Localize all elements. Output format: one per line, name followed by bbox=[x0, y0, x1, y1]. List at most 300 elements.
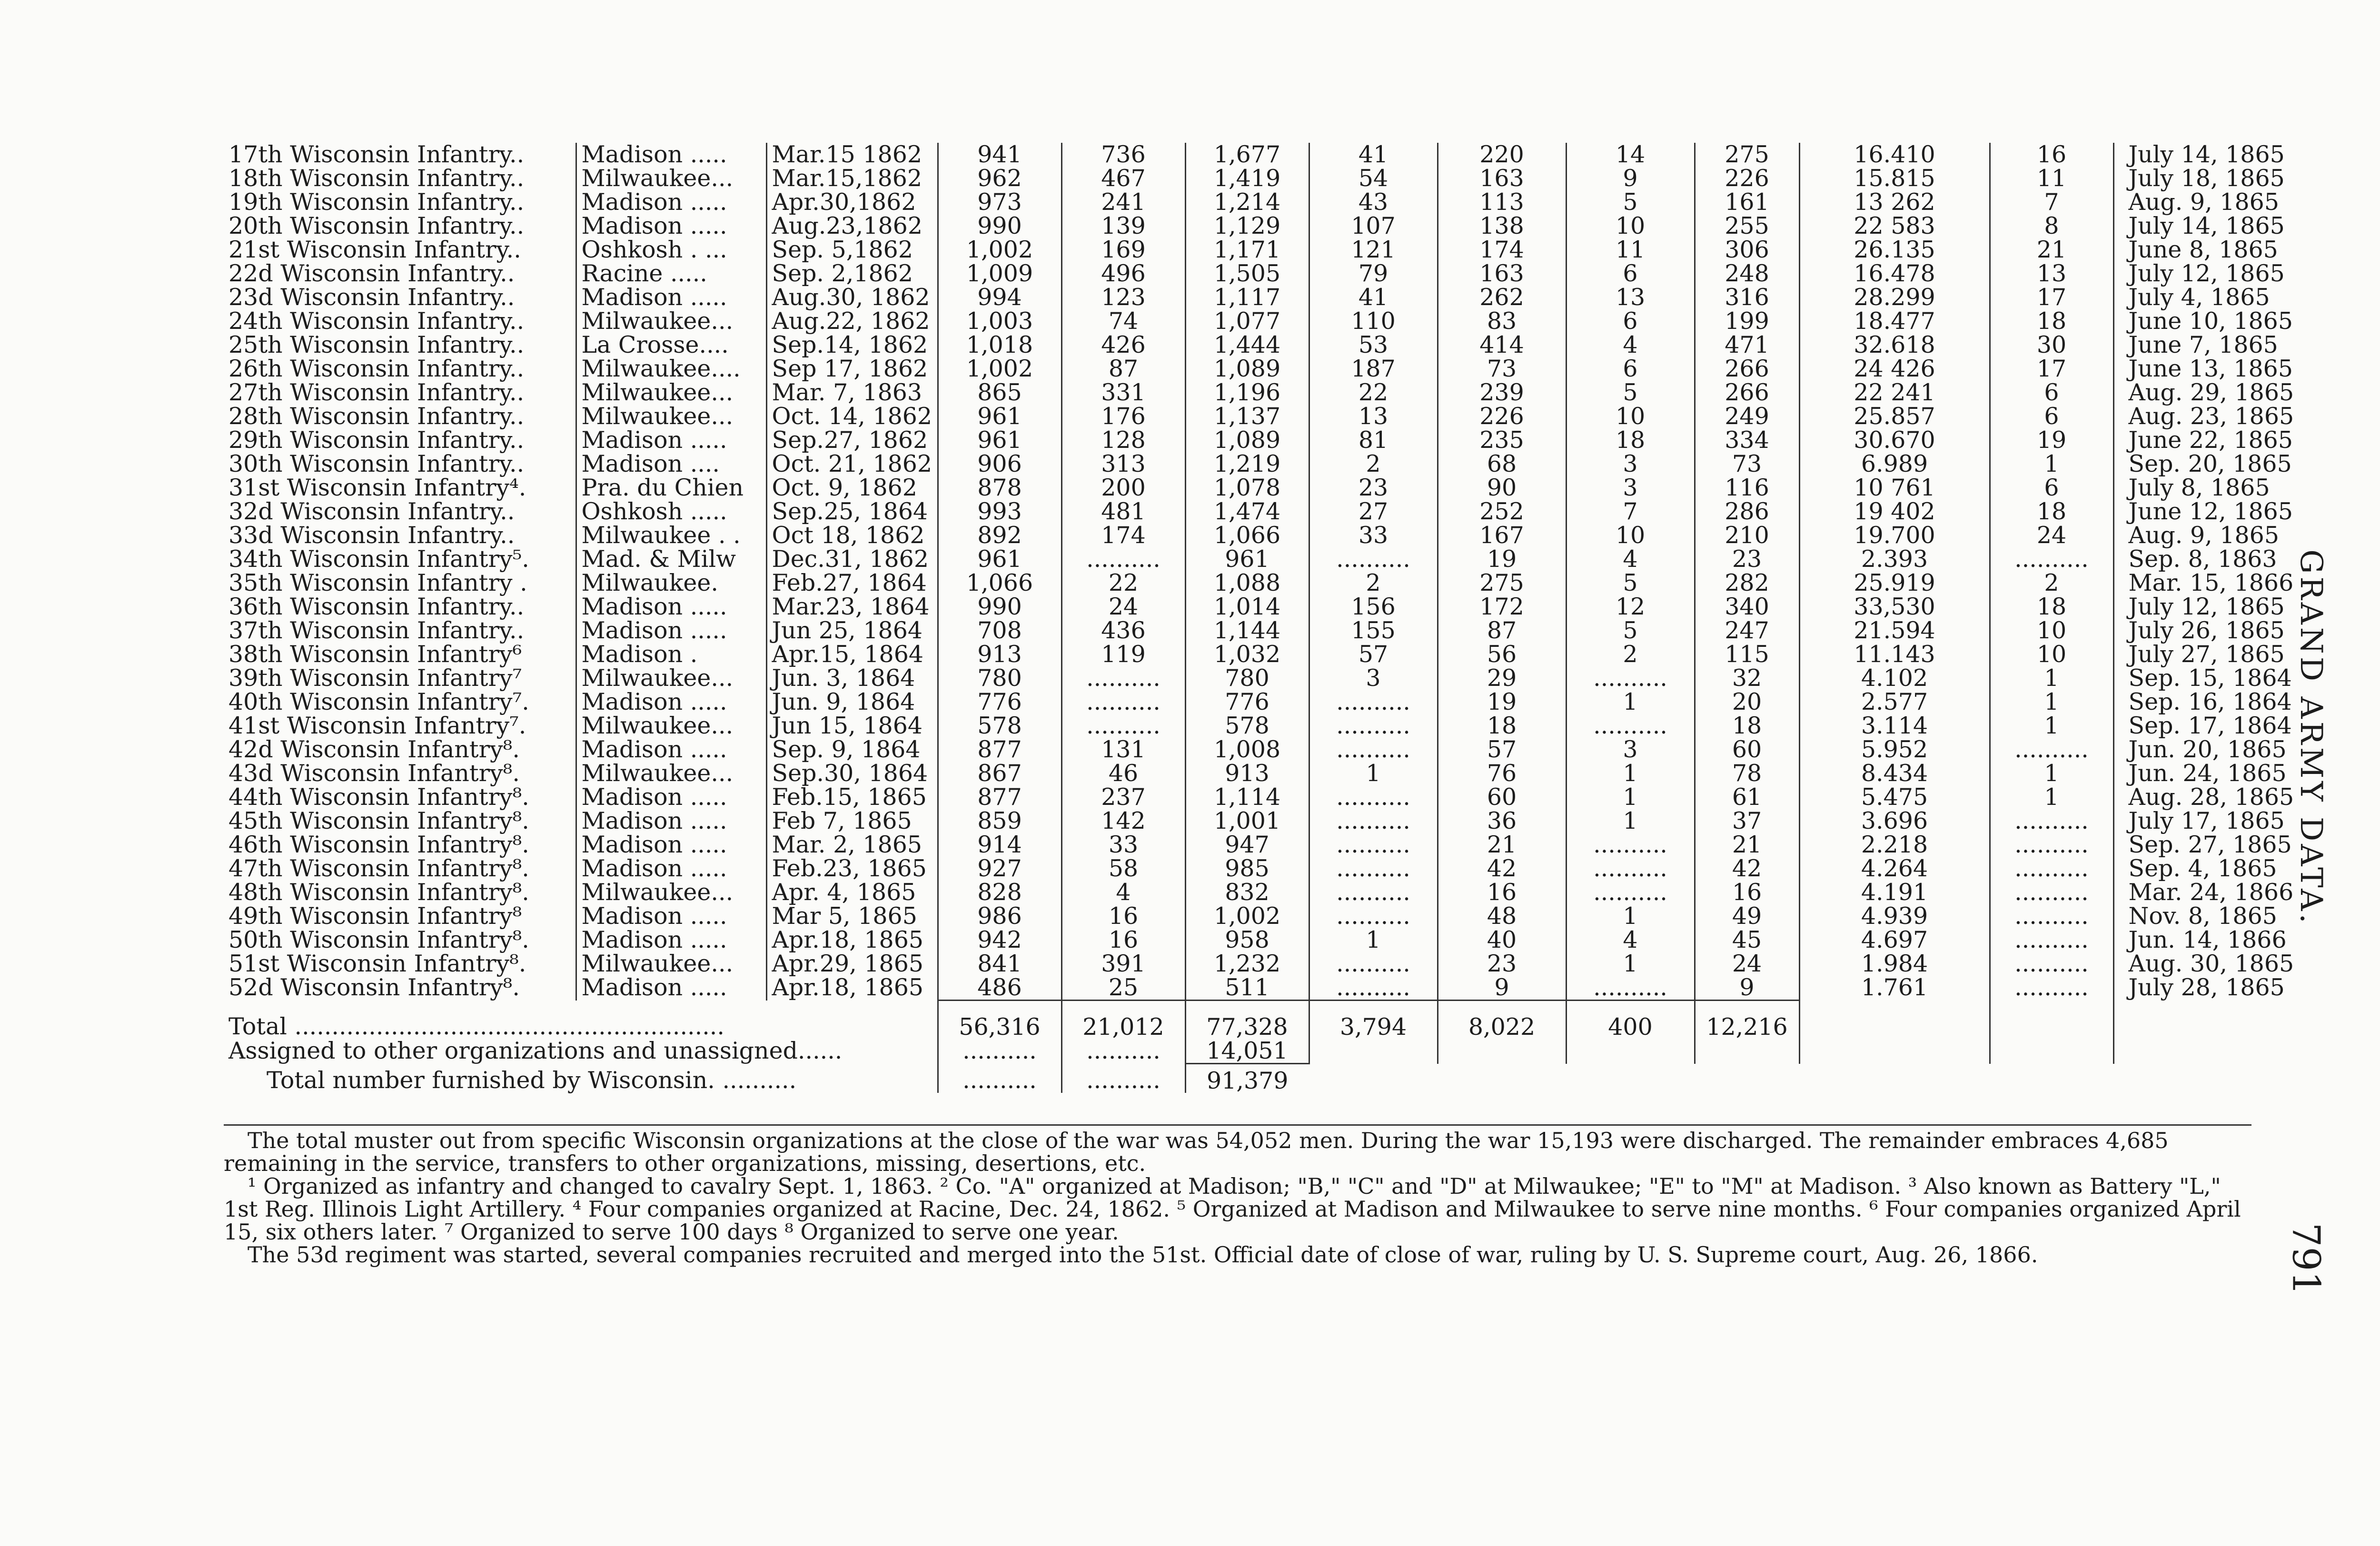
cell-c6: 1 bbox=[1566, 952, 1695, 976]
cell-c6: .......... bbox=[1566, 857, 1695, 881]
cell-c9: 10 bbox=[1990, 643, 2113, 666]
cell-loc: Madison ..... bbox=[576, 214, 766, 238]
cell-c8: 1.761 bbox=[1799, 976, 1990, 1001]
cell-loc: Racine ..... bbox=[576, 262, 766, 286]
cell-c1: 877 bbox=[938, 738, 1061, 762]
cell-c2: 142 bbox=[1061, 809, 1185, 833]
table-row bbox=[224, 571, 2251, 595]
cell-c1: 914 bbox=[938, 833, 1061, 857]
cell-c5: 23 bbox=[1438, 952, 1566, 976]
cell-c5: 18 bbox=[1438, 714, 1566, 738]
cell-c2: 22 bbox=[1061, 571, 1185, 595]
table-row bbox=[224, 595, 2251, 619]
cell-c2: 33 bbox=[1061, 833, 1185, 857]
table-row bbox=[224, 381, 2251, 405]
cell-date: Apr.30,1862 bbox=[766, 190, 938, 214]
cell-c1: 942 bbox=[938, 928, 1061, 952]
cell-c7: 116 bbox=[1695, 476, 1799, 500]
cell-c1: 961 bbox=[938, 547, 1061, 571]
cell-c1: 973 bbox=[938, 190, 1061, 214]
cell-date: Feb.15, 1865 bbox=[766, 785, 938, 809]
cell-date: Sep 17, 1862 bbox=[766, 357, 938, 381]
cell-c7: 316 bbox=[1695, 286, 1799, 309]
total-c6: 400 bbox=[1566, 1001, 1695, 1040]
cell-mo: June 12, 1865 bbox=[2113, 500, 2251, 524]
cell-c5: 29 bbox=[1438, 666, 1566, 690]
cell-c7: 115 bbox=[1695, 643, 1799, 666]
cell-c9: 18 bbox=[1990, 595, 2113, 619]
cell-c8: 28.299 bbox=[1799, 286, 1990, 309]
cell-org: 26th Wisconsin Infantry.. bbox=[228, 355, 525, 382]
cell-c2: 58 bbox=[1061, 857, 1185, 881]
cell-c7: 249 bbox=[1695, 405, 1799, 428]
cell-c3: 1,214 bbox=[1185, 190, 1309, 214]
cell-c1: 990 bbox=[938, 595, 1061, 619]
cell-c3: 1,474 bbox=[1185, 500, 1309, 524]
cell-org: 20th Wisconsin Infantry.. bbox=[228, 212, 525, 239]
cell-c6: 10 bbox=[1566, 214, 1695, 238]
cell-c8: 1.984 bbox=[1799, 952, 1990, 976]
cell-org: 48th Wisconsin Infantry⁸. bbox=[228, 879, 529, 906]
cell-c1: 1,009 bbox=[938, 262, 1061, 286]
cell-c4: .......... bbox=[1309, 857, 1438, 881]
total-c4: 3,794 bbox=[1309, 1001, 1438, 1040]
cell-org: 36th Wisconsin Infantry.. bbox=[228, 593, 525, 620]
cell-date: Sep. 9, 1864 bbox=[766, 738, 938, 762]
cell-org: 30th Wisconsin Infantry.. bbox=[228, 450, 525, 477]
cell-loc: Milwaukee... bbox=[576, 666, 766, 690]
cell-c6: 5 bbox=[1566, 190, 1695, 214]
cell-c6: 14 bbox=[1566, 143, 1695, 167]
cell-org: 35th Wisconsin Infantry . bbox=[228, 569, 527, 596]
cell-mo: July 14, 1865 bbox=[2113, 214, 2251, 238]
cell-date: Oct. 9, 1862 bbox=[766, 476, 938, 500]
assigned-c1: .......... bbox=[938, 1039, 1061, 1064]
cell-date: Feb 7, 1865 bbox=[766, 809, 938, 833]
cell-date: Mar.15 1862 bbox=[766, 143, 938, 167]
total-c5: 8,022 bbox=[1438, 1001, 1566, 1040]
cell-c5: 235 bbox=[1438, 428, 1566, 452]
cell-c3: 1,144 bbox=[1185, 619, 1309, 643]
cell-loc: Madison ..... bbox=[576, 143, 766, 167]
cell-mo: Aug. 23, 1865 bbox=[2113, 405, 2251, 428]
cell-mo: Sep. 27, 1865 bbox=[2113, 833, 2251, 857]
table-row bbox=[224, 857, 2251, 881]
table-row bbox=[224, 405, 2251, 428]
cell-c9: .......... bbox=[1990, 904, 2113, 928]
cell-mo: July 26, 1865 bbox=[2113, 619, 2251, 643]
table-row bbox=[224, 286, 2251, 309]
cell-c7: 248 bbox=[1695, 262, 1799, 286]
cell-c6: 1 bbox=[1566, 690, 1695, 714]
cell-c3: 1,114 bbox=[1185, 785, 1309, 809]
cell-c5: 226 bbox=[1438, 405, 1566, 428]
table-row bbox=[224, 357, 2251, 381]
table-row bbox=[224, 143, 2251, 167]
cell-date: Sep. 2,1862 bbox=[766, 262, 938, 286]
cell-org: 24th Wisconsin Infantry.. bbox=[228, 307, 525, 335]
cell-c9: 7 bbox=[1990, 190, 2113, 214]
cell-c1: 990 bbox=[938, 214, 1061, 238]
cell-org: 17th Wisconsin Infantry.. bbox=[228, 141, 525, 168]
cell-c2: 174 bbox=[1061, 524, 1185, 547]
cell-c6: 7 bbox=[1566, 500, 1695, 524]
cell-c2: 241 bbox=[1061, 190, 1185, 214]
cell-date: Sep.27, 1862 bbox=[766, 428, 938, 452]
cell-org: 50th Wisconsin Infantry⁸. bbox=[228, 926, 529, 953]
cell-c5: 87 bbox=[1438, 619, 1566, 643]
cell-date: Apr. 4, 1865 bbox=[766, 881, 938, 904]
table-row bbox=[224, 833, 2251, 857]
cell-c2: 128 bbox=[1061, 428, 1185, 452]
cell-c3: 1,066 bbox=[1185, 524, 1309, 547]
cell-c8: 30.670 bbox=[1799, 428, 1990, 452]
total-row bbox=[224, 1001, 2251, 1040]
cell-c7: 275 bbox=[1695, 143, 1799, 167]
cell-c8: 3.696 bbox=[1799, 809, 1990, 833]
cell-c1: 877 bbox=[938, 785, 1061, 809]
cell-c9: 10 bbox=[1990, 619, 2113, 643]
cell-date: Sep. 5,1862 bbox=[766, 238, 938, 262]
cell-c4: 22 bbox=[1309, 381, 1438, 405]
cell-c8: 18.477 bbox=[1799, 309, 1990, 333]
cell-c5: 275 bbox=[1438, 571, 1566, 595]
cell-org: 43d Wisconsin Infantry⁸. bbox=[228, 760, 520, 787]
cell-c8: 8.434 bbox=[1799, 762, 1990, 785]
cell-c4: 156 bbox=[1309, 595, 1438, 619]
cell-loc: La Crosse.... bbox=[576, 333, 766, 357]
furnished-c1: .......... bbox=[938, 1064, 1061, 1093]
cell-c8: 32.618 bbox=[1799, 333, 1990, 357]
cell-c6: 6 bbox=[1566, 309, 1695, 333]
cell-c7: 210 bbox=[1695, 524, 1799, 547]
cell-org: 44th Wisconsin Infantry⁸. bbox=[228, 783, 529, 811]
cell-c2: 176 bbox=[1061, 405, 1185, 428]
furnished-c2: .......... bbox=[1061, 1064, 1185, 1093]
cell-date: Feb.23, 1865 bbox=[766, 857, 938, 881]
cell-c4: .......... bbox=[1309, 547, 1438, 571]
cell-c3: 1,077 bbox=[1185, 309, 1309, 333]
cell-loc: Milwaukee . . bbox=[576, 524, 766, 547]
cell-c1: 1,066 bbox=[938, 571, 1061, 595]
cell-c5: 48 bbox=[1438, 904, 1566, 928]
cell-c1: 1,002 bbox=[938, 238, 1061, 262]
cell-mo: Sep. 20, 1865 bbox=[2113, 452, 2251, 476]
cell-c1: 867 bbox=[938, 762, 1061, 785]
cell-c8: 33,530 bbox=[1799, 595, 1990, 619]
cell-org: 28th Wisconsin Infantry.. bbox=[228, 403, 525, 430]
cell-c2: 200 bbox=[1061, 476, 1185, 500]
cell-org: 51st Wisconsin Infantry⁸. bbox=[228, 950, 526, 977]
cell-date: Mar. 7, 1863 bbox=[766, 381, 938, 405]
cell-c4: 121 bbox=[1309, 238, 1438, 262]
cell-c3: 832 bbox=[1185, 881, 1309, 904]
cell-c1: 878 bbox=[938, 476, 1061, 500]
cell-c3: 1,196 bbox=[1185, 381, 1309, 405]
cell-mo: July 27, 1865 bbox=[2113, 643, 2251, 666]
assigned-c2: .......... bbox=[1061, 1039, 1185, 1064]
cell-c2: .......... bbox=[1061, 547, 1185, 571]
cell-c1: 865 bbox=[938, 381, 1061, 405]
cell-c6: 2 bbox=[1566, 643, 1695, 666]
cell-c2: 496 bbox=[1061, 262, 1185, 286]
table-row bbox=[224, 547, 2251, 571]
footnote-markers: ¹ Organized as infantry and changed to cavalry Sept. 1, 1863. ² Co. "A" organized at Madison; "B," "C" and "D" at Milwaukee; "E" to "M" at Madison. ³ Also known as Battery "L," 1st Reg. Illinois Light Artillery. ⁴ Four companies organized at Racine, Dec. 24, 1862. ⁵ Organized at Madison and Milwaukee to serve nine months. ⁶ Four companies organized April 15, six others later. ⁷ Organized to serve 100 days ⁸ Organized to serve one year. bbox=[224, 1173, 2241, 1245]
cell-c5: 42 bbox=[1438, 857, 1566, 881]
cell-c4: .......... bbox=[1309, 785, 1438, 809]
cell-loc: Madison ..... bbox=[576, 428, 766, 452]
cell-c4: 54 bbox=[1309, 167, 1438, 190]
cell-c6: 4 bbox=[1566, 547, 1695, 571]
cell-date: Aug.22, 1862 bbox=[766, 309, 938, 333]
cell-c6: 1 bbox=[1566, 762, 1695, 785]
cell-mo: July 14, 1865 bbox=[2113, 143, 2251, 167]
cell-date: Apr.18, 1865 bbox=[766, 976, 938, 1001]
cell-c4: .......... bbox=[1309, 833, 1438, 857]
cell-loc: Milwaukee... bbox=[576, 167, 766, 190]
cell-c7: 73 bbox=[1695, 452, 1799, 476]
cell-mo: June 22, 1865 bbox=[2113, 428, 2251, 452]
cell-c9: .......... bbox=[1990, 738, 2113, 762]
notes-divider bbox=[224, 1124, 2251, 1126]
cell-org: 49th Wisconsin Infantry⁸ bbox=[228, 902, 522, 930]
cell-c9: 17 bbox=[1990, 286, 2113, 309]
cell-mo: July 8, 1865 bbox=[2113, 476, 2251, 500]
cell-c3: 511 bbox=[1185, 976, 1309, 1001]
cell-c9: .......... bbox=[1990, 857, 2113, 881]
cell-c7: 23 bbox=[1695, 547, 1799, 571]
cell-c3: 1,219 bbox=[1185, 452, 1309, 476]
cell-c7: 247 bbox=[1695, 619, 1799, 643]
cell-c7: 24 bbox=[1695, 952, 1799, 976]
cell-mo: June 13, 1865 bbox=[2113, 357, 2251, 381]
cell-c3: 1,089 bbox=[1185, 428, 1309, 452]
cell-c8: 22 583 bbox=[1799, 214, 1990, 238]
cell-mo: Sep. 16, 1864 bbox=[2113, 690, 2251, 714]
cell-date: Apr.18, 1865 bbox=[766, 928, 938, 952]
table-row bbox=[224, 904, 2251, 928]
cell-mo: Aug. 9, 1865 bbox=[2113, 190, 2251, 214]
cell-c4: 43 bbox=[1309, 190, 1438, 214]
cell-date: Oct. 14, 1862 bbox=[766, 405, 938, 428]
cell-c4: 33 bbox=[1309, 524, 1438, 547]
cell-c9: 13 bbox=[1990, 262, 2113, 286]
cell-c7: 9 bbox=[1695, 976, 1799, 1001]
cell-c8: 21.594 bbox=[1799, 619, 1990, 643]
cell-mo: Sep. 15, 1864 bbox=[2113, 666, 2251, 690]
cell-c2: 119 bbox=[1061, 643, 1185, 666]
cell-c3: 780 bbox=[1185, 666, 1309, 690]
cell-c1: 841 bbox=[938, 952, 1061, 976]
cell-c5: 113 bbox=[1438, 190, 1566, 214]
cell-c9: 1 bbox=[1990, 452, 2113, 476]
cell-c8: 4.264 bbox=[1799, 857, 1990, 881]
cell-loc: Madison ..... bbox=[576, 190, 766, 214]
cell-c4: 107 bbox=[1309, 214, 1438, 238]
cell-c7: 282 bbox=[1695, 571, 1799, 595]
cell-org: 18th Wisconsin Infantry.. bbox=[228, 165, 525, 192]
cell-c5: 9 bbox=[1438, 976, 1566, 1001]
table-row bbox=[224, 214, 2251, 238]
cell-date: Jun 15, 1864 bbox=[766, 714, 938, 738]
cell-c2: 87 bbox=[1061, 357, 1185, 381]
table-row bbox=[224, 452, 2251, 476]
cell-c9: 18 bbox=[1990, 309, 2113, 333]
cell-c8: 25.919 bbox=[1799, 571, 1990, 595]
cell-c8: 24 426 bbox=[1799, 357, 1990, 381]
cell-c5: 174 bbox=[1438, 238, 1566, 262]
cell-c4: 1 bbox=[1309, 928, 1438, 952]
cell-c6: .......... bbox=[1566, 714, 1695, 738]
cell-mo: Aug. 28, 1865 bbox=[2113, 785, 2251, 809]
cell-c3: 1,002 bbox=[1185, 904, 1309, 928]
cell-date: Apr.15, 1864 bbox=[766, 643, 938, 666]
cell-org: 33d Wisconsin Infantry.. bbox=[228, 522, 515, 549]
cell-c5: 73 bbox=[1438, 357, 1566, 381]
cell-loc: Madison ..... bbox=[576, 690, 766, 714]
cell-c4: .......... bbox=[1309, 714, 1438, 738]
cell-c2: 74 bbox=[1061, 309, 1185, 333]
assigned-label: Assigned to other organizations and unassigned...... bbox=[228, 1037, 843, 1064]
cell-c4: 13 bbox=[1309, 405, 1438, 428]
cell-c5: 163 bbox=[1438, 262, 1566, 286]
cell-c8: 19.700 bbox=[1799, 524, 1990, 547]
cell-c5: 68 bbox=[1438, 452, 1566, 476]
cell-c7: 266 bbox=[1695, 357, 1799, 381]
cell-c1: 993 bbox=[938, 500, 1061, 524]
cell-c6: .......... bbox=[1566, 976, 1695, 1001]
table-row bbox=[224, 333, 2251, 357]
cell-loc: Milwaukee. bbox=[576, 571, 766, 595]
cell-c4: 187 bbox=[1309, 357, 1438, 381]
cell-c6: 18 bbox=[1566, 428, 1695, 452]
cell-c2: 331 bbox=[1061, 381, 1185, 405]
cell-c7: 255 bbox=[1695, 214, 1799, 238]
cell-c9: .......... bbox=[1990, 881, 2113, 904]
cell-c2: 25 bbox=[1061, 976, 1185, 1001]
cell-c8: 15.815 bbox=[1799, 167, 1990, 190]
cell-c8: 16.410 bbox=[1799, 143, 1990, 167]
cell-c5: 172 bbox=[1438, 595, 1566, 619]
cell-c6: 10 bbox=[1566, 405, 1695, 428]
cell-loc: Madison . bbox=[576, 643, 766, 666]
cell-c8: 4.939 bbox=[1799, 904, 1990, 928]
cell-org: 40th Wisconsin Infantry⁷. bbox=[228, 688, 529, 715]
cell-loc: Madison ..... bbox=[576, 904, 766, 928]
cell-c5: 36 bbox=[1438, 809, 1566, 833]
cell-date: Aug.30, 1862 bbox=[766, 286, 938, 309]
cell-c7: 20 bbox=[1695, 690, 1799, 714]
table-row bbox=[224, 524, 2251, 547]
cell-c8: 4.102 bbox=[1799, 666, 1990, 690]
furnished-row bbox=[224, 1064, 2251, 1093]
cell-c2: 467 bbox=[1061, 167, 1185, 190]
cell-c2: 4 bbox=[1061, 881, 1185, 904]
cell-c6: .......... bbox=[1566, 666, 1695, 690]
cell-c9: 1 bbox=[1990, 714, 2113, 738]
cell-c9: 11 bbox=[1990, 167, 2113, 190]
cell-c1: 941 bbox=[938, 143, 1061, 167]
table-row bbox=[224, 952, 2251, 976]
table-row bbox=[224, 881, 2251, 904]
cell-org: 23d Wisconsin Infantry.. bbox=[228, 284, 515, 311]
totals-section bbox=[224, 1001, 2251, 1093]
footnotes bbox=[224, 1129, 2251, 1266]
page-number-text: 791 bbox=[2284, 1222, 2329, 1296]
cell-mo: Jun. 24, 1865 bbox=[2113, 762, 2251, 785]
cell-c3: 913 bbox=[1185, 762, 1309, 785]
cell-c9: .......... bbox=[1990, 952, 2113, 976]
cell-org: 34th Wisconsin Infantry⁵. bbox=[228, 545, 529, 573]
cell-c5: 19 bbox=[1438, 690, 1566, 714]
cell-c1: 913 bbox=[938, 643, 1061, 666]
cell-org: 39th Wisconsin Infantry⁷ bbox=[228, 664, 522, 692]
cell-c1: 708 bbox=[938, 619, 1061, 643]
cell-c9: 30 bbox=[1990, 333, 2113, 357]
cell-c7: 161 bbox=[1695, 190, 1799, 214]
cell-c3: 1,117 bbox=[1185, 286, 1309, 309]
cell-c4: 23 bbox=[1309, 476, 1438, 500]
cell-c4: .......... bbox=[1309, 690, 1438, 714]
cell-c3: 1,419 bbox=[1185, 167, 1309, 190]
cell-c2: 16 bbox=[1061, 928, 1185, 952]
cell-c1: 927 bbox=[938, 857, 1061, 881]
cell-date: Jun 25, 1864 bbox=[766, 619, 938, 643]
cell-c7: 60 bbox=[1695, 738, 1799, 762]
cell-c1: 986 bbox=[938, 904, 1061, 928]
cell-c1: 1,003 bbox=[938, 309, 1061, 333]
cell-mo: Sep. 4, 1865 bbox=[2113, 857, 2251, 881]
cell-c7: 306 bbox=[1695, 238, 1799, 262]
cell-c8: 3.114 bbox=[1799, 714, 1990, 738]
cell-c2: 436 bbox=[1061, 619, 1185, 643]
cell-c1: 892 bbox=[938, 524, 1061, 547]
cell-loc: Madison ..... bbox=[576, 809, 766, 833]
cell-c5: 19 bbox=[1438, 547, 1566, 571]
cell-org: 25th Wisconsin Infantry.. bbox=[228, 331, 525, 358]
cell-loc: Milwaukee.... bbox=[576, 357, 766, 381]
cell-c5: 76 bbox=[1438, 762, 1566, 785]
cell-c9: 1 bbox=[1990, 762, 2113, 785]
cell-c7: 199 bbox=[1695, 309, 1799, 333]
cell-c8: 2.393 bbox=[1799, 547, 1990, 571]
cell-c8: 5.475 bbox=[1799, 785, 1990, 809]
cell-loc: Madison ..... bbox=[576, 738, 766, 762]
cell-c5: 60 bbox=[1438, 785, 1566, 809]
furnished-c3: 91,379 bbox=[1185, 1064, 1309, 1093]
cell-c2: 24 bbox=[1061, 595, 1185, 619]
cell-c9: .......... bbox=[1990, 928, 2113, 952]
cell-c5: 90 bbox=[1438, 476, 1566, 500]
cell-c9: 1 bbox=[1990, 785, 2113, 809]
cell-c9: 6 bbox=[1990, 476, 2113, 500]
cell-c3: 1,171 bbox=[1185, 238, 1309, 262]
cell-c2: 131 bbox=[1061, 738, 1185, 762]
cell-c1: 1,002 bbox=[938, 357, 1061, 381]
cell-c5: 56 bbox=[1438, 643, 1566, 666]
cell-c8: 22 241 bbox=[1799, 381, 1990, 405]
cell-loc: Milwaukee... bbox=[576, 381, 766, 405]
cell-c4: .......... bbox=[1309, 738, 1438, 762]
cell-mo: June 8, 1865 bbox=[2113, 238, 2251, 262]
cell-c2: 481 bbox=[1061, 500, 1185, 524]
cell-loc: Madison ..... bbox=[576, 928, 766, 952]
cell-c3: 985 bbox=[1185, 857, 1309, 881]
running-head bbox=[2280, 524, 2342, 952]
cell-date: Mar.23, 1864 bbox=[766, 595, 938, 619]
cell-mo: June 7, 1865 bbox=[2113, 333, 2251, 357]
cell-c3: 947 bbox=[1185, 833, 1309, 857]
